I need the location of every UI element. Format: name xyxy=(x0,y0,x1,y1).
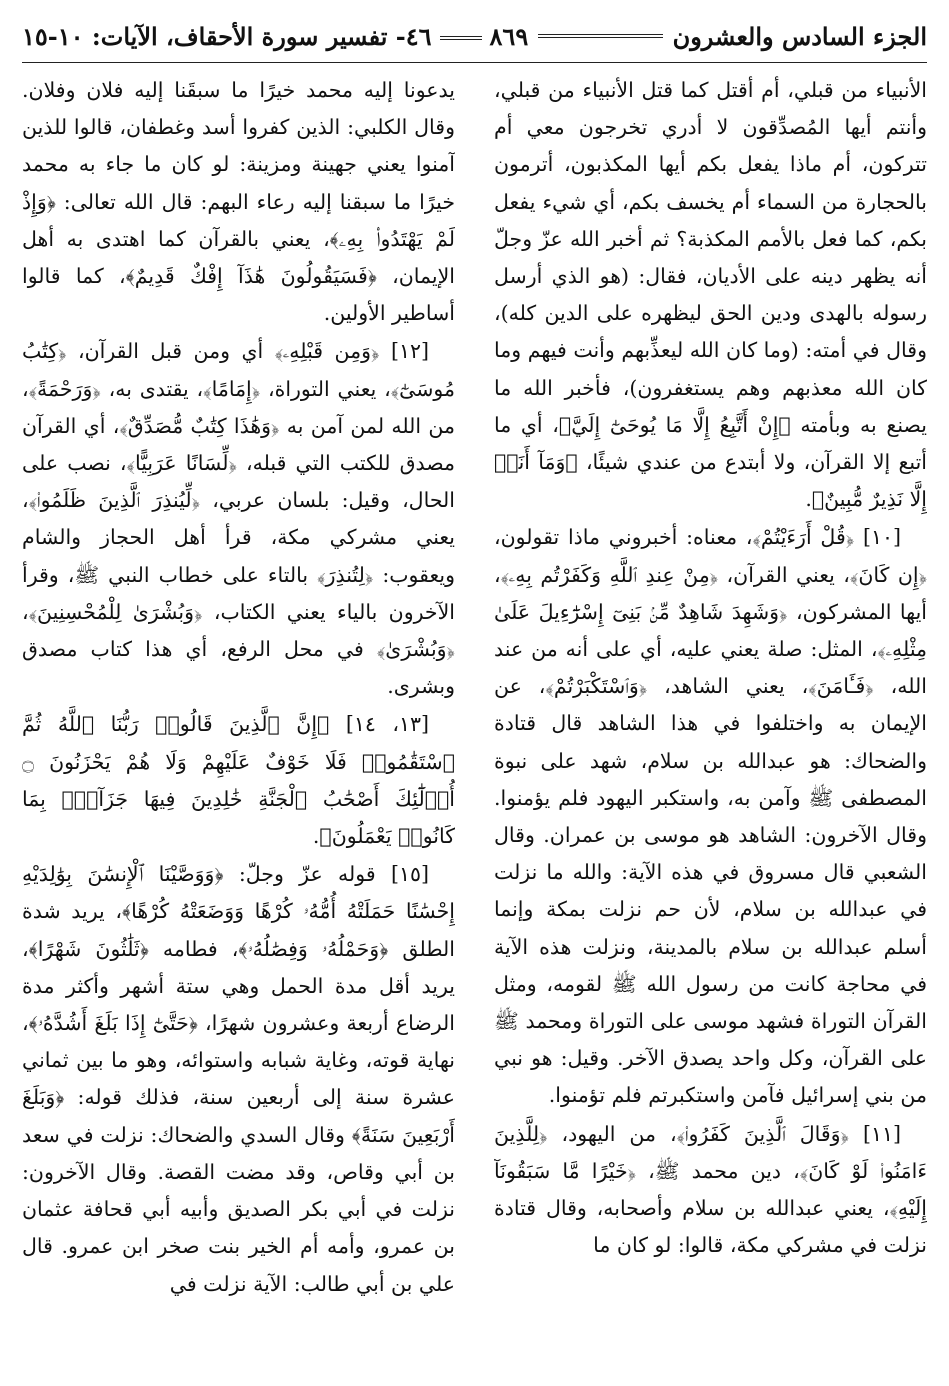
right-column xyxy=(494,72,927,1372)
text-columns xyxy=(22,72,927,1374)
header-divider xyxy=(22,62,927,63)
left-column xyxy=(22,72,455,1372)
paragraph: [١٥] قوله عزّ وجلّ: ﴿وَوَصَّيْنَا ٱلْإِنسَٰنَ بِوَٰلِدَيْهِ إِحْسَٰنًا حَمَلَتْهُ أُمُّهُۥ كُرْهًا وَوَضَعَتْهُ كُرْهًا﴾، يريد شدة الطلق ﴿وَحَمْلُهُۥ وَفِصَٰلُهُۥ﴾، فطامه ﴿ثَلَٰثُونَ شَهْرًا﴾، يريد أقل مدة الحمل وهي ستة أشهر وأكثر مدة الرضاع أربعة وعشرون شهرًا، ﴿حَتَّىٰٓ إِذَا بَلَغَ أَشُدَّهُۥ﴾، نهاية قوته، وغاية شبابه واستوائه، وهو ما بين ثماني عشرة سنة إلى أربعين سنة، فذلك قوله: ﴿وَبَلَغَ أَرْبَعِينَ سَنَةً﴾ وقال السدي والضحاك: نزلت في سعد بن أبي وقاص، وقد مضت القصة. وقال الآخرون: نزلت في أبي بكر الصديق وأبيه أبي قحافة عثمان بن عمرو، وأمه أم الخير بنت صخر ابن عمرو. قال علي بن أبي طالب: الآية نزلت في xyxy=(22,862,455,1296)
paragraph: [١٣، ١٤] ﴿إِنَّ ٱلَّذِينَ قَالُوا۟ رَبُّنَا ٱللَّهُ ثُمَّ ٱسْتَقَٰمُوا۟ فَلَا خَوْفٌ عَلَيْهِمْ وَلَا هُمْ يَحْزَنُونَ ۝ أُو۟لَٰٓئِكَ أَصْحَٰبُ ٱلْجَنَّةِ خَٰلِدِينَ فِيهَا جَزَآءًۢ بِمَا كَانُوا۟ يَعْمَلُونَ﴾. xyxy=(22,712,455,849)
paragraph: [١٢] ﴿وَمِن قَبْلِهِۦ﴾ أي ومن قبل القرآن، ﴿كِتَٰبُ مُوسَىٰٓ﴾، يعني التوراة، ﴿إِمَامًا﴾، يقتدى به، ﴿وَرَحْمَةً﴾، من الله لمن آمن به ﴿وَهَٰذَا كِتَٰبٌ مُّصَدِّقٌ﴾، أي القرآن مصدق للكتب التي قبله، ﴿لِّسَانًا عَرَبِيًّا﴾، نصب على الحال، وقيل: بلسان عربي، ﴿لِّيُنذِرَ ٱلَّذِينَ ظَلَمُوا۟﴾، يعني مشركي مكة، قرأ أهل الحجاز والشام ويعقوب: ﴿لِتُنذِرَ﴾ بالتاء على خطاب النبي ﷺ، وقرأ الآخرون بالياء يعني الكتاب، ﴿وَبُشْرَىٰ لِلْمُحْسِنِينَ﴾، ﴿وَبُشْرَىٰ﴾ في محل الرفع، أي هذا كتاب مصدق وبشرى. xyxy=(22,339,455,699)
header-left: ٨٦٩٤٦- تفسير سورة الأحقاف، الآيات: ١٠-١٥ xyxy=(22,21,529,51)
part-title: الجزء السادس والعشرون xyxy=(672,21,927,51)
paragraph: [١١] ﴿وَقَالَ ٱلَّذِينَ كَفَرُوا۟﴾، من اليهود، ﴿لِلَّذِينَ ءَامَنُوا۟ لَوْ كَانَ﴾، دين محمد ﷺ، ﴿خَيْرًا مَّا سَبَقُونَآ إِلَيْهِ﴾، يعني عبدالله بن سلام وأصحابه، وقال قتادة نزلت في مشركي مكة، قالوا: لو كان ما xyxy=(494,1121,927,1258)
header-dash xyxy=(440,36,482,40)
paragraph: [١٠] ﴿قُلْ أَرَءَيْتُمْ﴾، معناه: أخبروني ماذا تقولون، ﴿إِن كَانَ﴾، يعني القرآن، ﴿مِنْ عِندِ ٱللَّهِ وَكَفَرْتُم بِهِۦ﴾، أيها المشركون، ﴿وَشَهِدَ شَاهِدٌ مِّنۢ بَنِىٓ إِسْرَٰٓءِيلَ عَلَىٰ مِثْلِهِۦ﴾، المثل: صلة يعني عليه، أي على أنه من عند الله، ﴿فَـَٔامَنَ﴾، يعني الشاهد، ﴿وَٱسْتَكْبَرْتُمْ﴾، عن الإيمان به واختلفوا في هذا الشاهد قال قتادة والضحاك: هو عبدالله بن سلام، شهد على نبوة المصطفى ﷺ وآمن به، واستكبر اليهود فلم يؤمنوا. وقال الآخرون: الشاهد هو موسى بن عمران. وقال الشعبي قال مسروق في هذه الآية: والله ما نزلت في عبدالله بن سلام، لأن حم نزلت بمكة وإنما أسلم عبدالله بن سلام بالمدينة، ونزلت هذه الآية في محاجة كانت من رسول الله ﷺ لقومه، ومثل القرآن التوراة فشهد موسى على التوراة ومحمد ﷺ على القرآن، وكل واحد يصدق الآخر. وقيل: هو نبي من بني إسرائيل فآمن واستكبرتم فلم تؤمنوا. xyxy=(494,525,927,1108)
sura-title: تفسير سورة الأحقاف، الآيات: ١٠-١٥ xyxy=(22,21,388,51)
page-header xyxy=(22,14,927,58)
column-gap xyxy=(463,72,487,1374)
book-page xyxy=(22,14,927,1374)
page-number: ٨٦٩ xyxy=(489,21,529,51)
header-rule xyxy=(538,34,662,38)
paragraph: يدعونا إليه محمد خيرًا ما سبقَنا إليه فلان وفلان. وقال الكلبي: الذين كفروا أسد وغطفان، قالوا للذين آمنوا يعني جهينة ومزينة: لو كان ما جاء به محمد خيرًا ما سبقنا إليه رعاء البهم: قال الله تعالى: ﴿وَإِذْ لَمْ يَهْتَدُوا۟ بِهِۦ﴾، يعني بالقرآن كما اهتدى به أهل الإيمان، ﴿فَسَيَقُولُونَ هَٰذَآ إِفْكٌ قَدِيمٌ﴾، كما قالوا أساطير الأولين. xyxy=(22,78,455,326)
paragraph: الأنبياء من قبلي، أم أقتل كما قتل الأنبياء من قبلي، وأنتم أيها المُصدِّقون لا أدري تخرجون معي أم تتركون، أم ماذا يفعل بكم أيها المكذبون، أترمون بالحجارة من السماء أم يخسف بكم، أي شيء يفعل بكم، كما فعل بالأمم المكذبة؟ ثم أخبر الله عزّ وجلّ أنه يظهر دينه على الأديان، فقال: (هو الذي أرسل رسوله بالهدى ودين الحق ليظهره على الدين كله)، وقال في أمته: (وما كان الله ليعذِّبهم وأنت فيهم وما كان الله معذبهم وهم يستغفرون)، فأخبر الله ما يصنع به وبأمته ﴿إِنْ أَتَّبِعُ إِلَّا مَا يُوحَىٰٓ إِلَيَّ﴾، أي ما أتبع إلا القرآن، ولا أبتدع من عندي شيئًا، ﴿وَمَآ أَنَا۠ إِلَّا نَذِيرٌ مُّبِينٌ﴾. xyxy=(494,78,927,512)
sura-number: ٤٦ xyxy=(405,21,432,51)
